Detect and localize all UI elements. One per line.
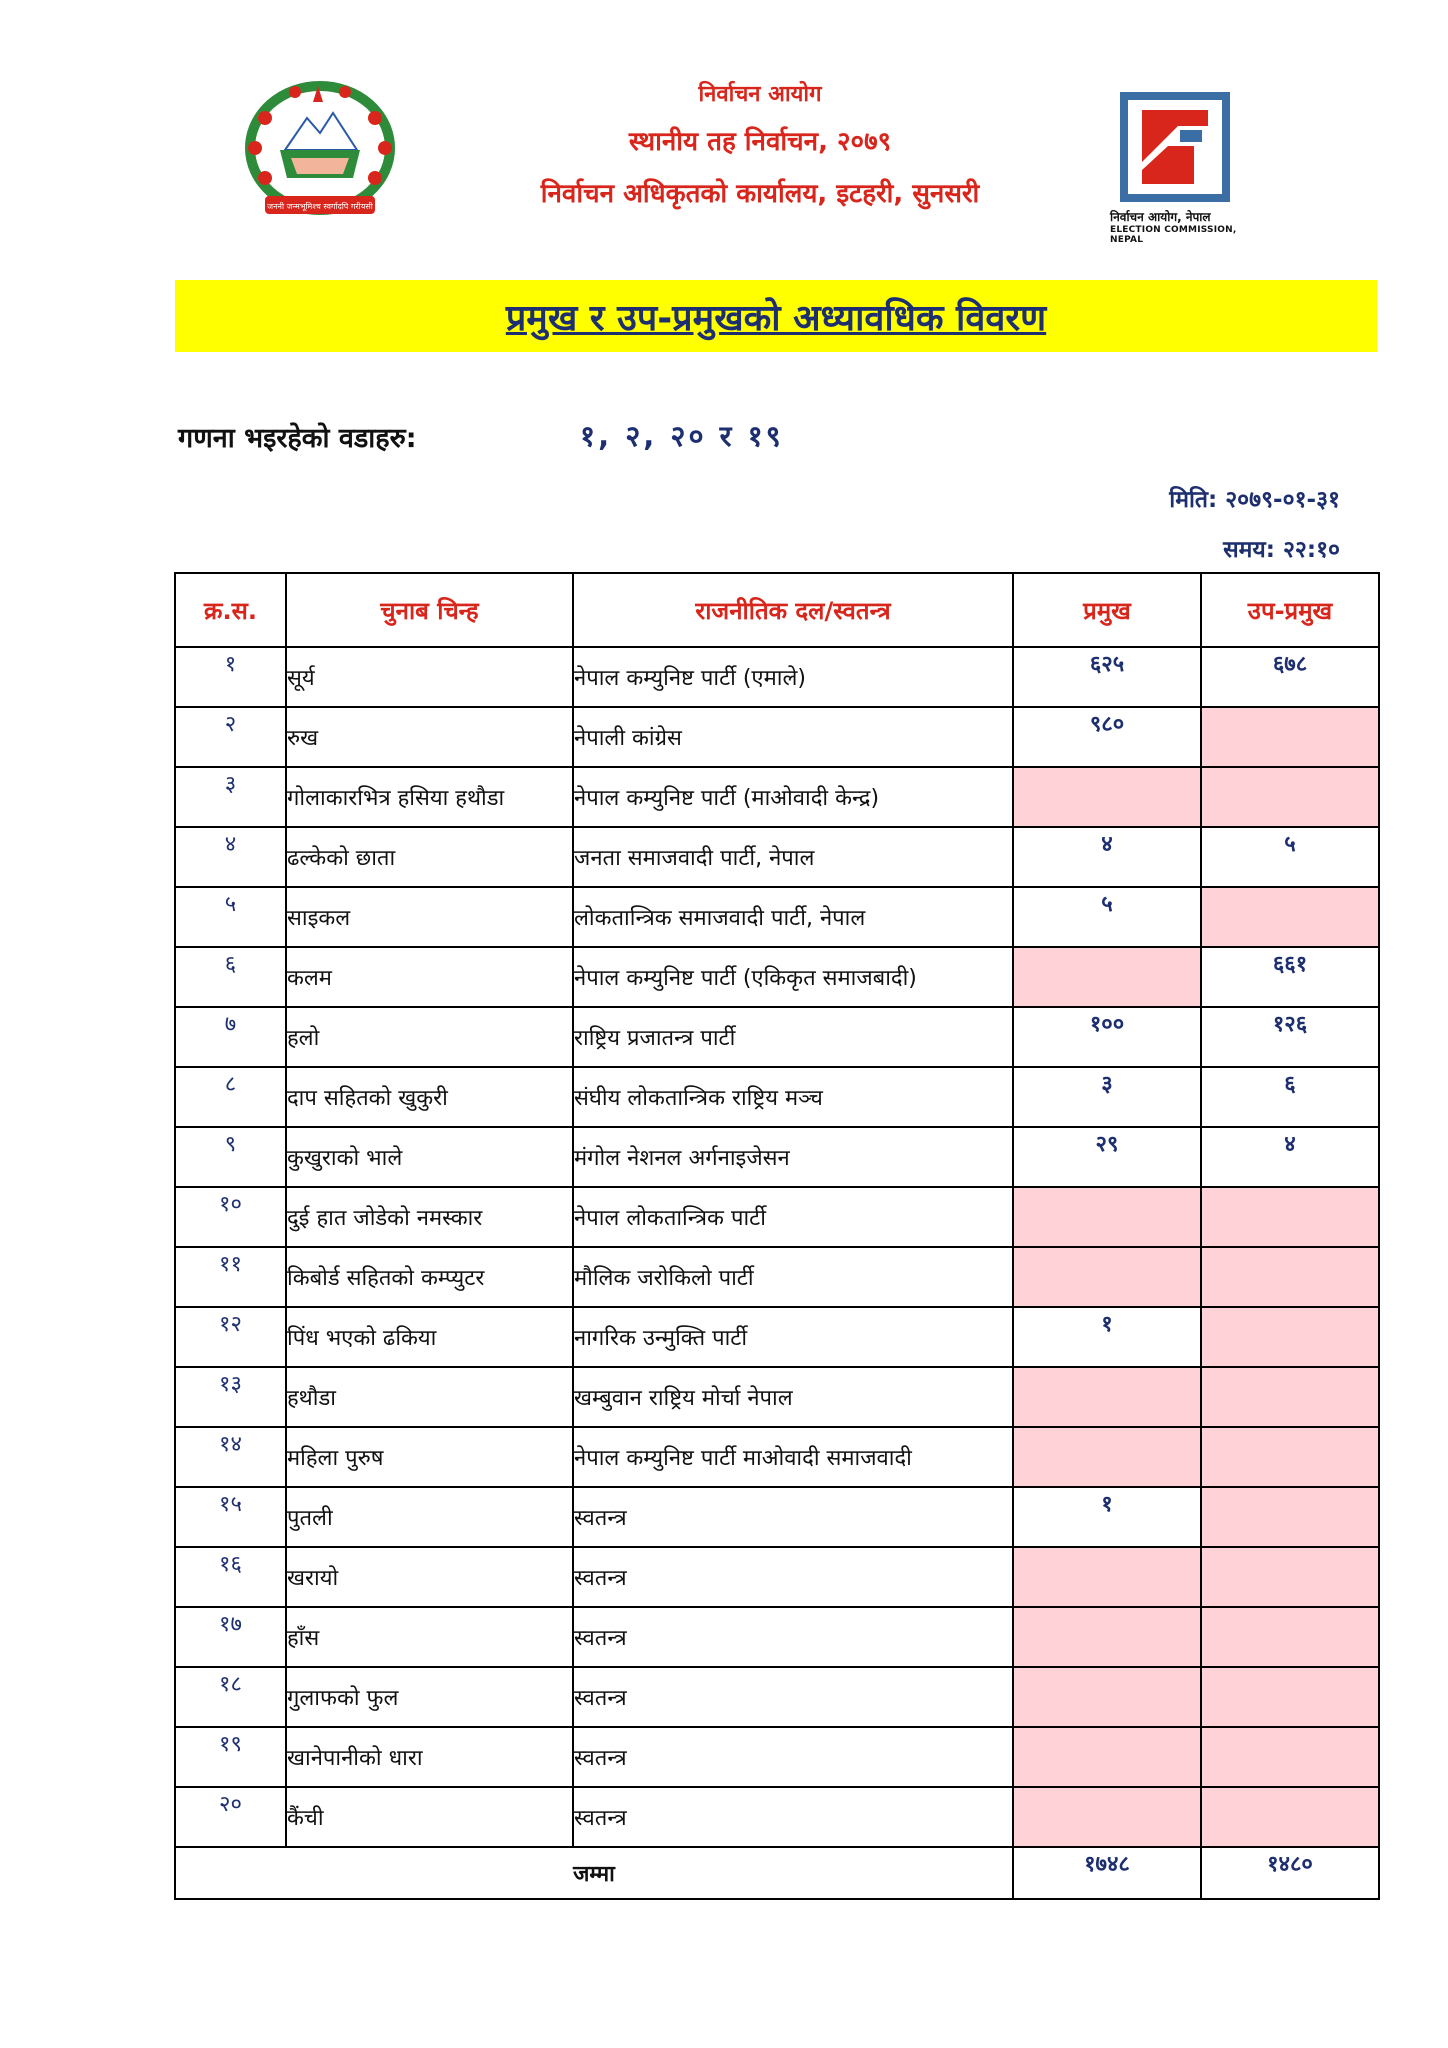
table-row [175,1307,1379,1367]
row-upapramukh-votes [1201,1247,1379,1307]
row-party: स्वतन्त्र [573,1607,1013,1667]
row-upapramukh-votes [1201,767,1379,827]
table-row [175,1067,1379,1127]
row-serial: १४ [175,1427,286,1487]
row-pramukh-votes [1013,1607,1201,1667]
row-party: नेपाल लोकतान्त्रिक पार्टी [573,1187,1013,1247]
total-pramukh: १७४८ [1013,1847,1201,1899]
counting-wards-value: १, २, २० र १९ [580,419,784,453]
row-serial: २० [175,1787,286,1847]
table-row [175,1667,1379,1727]
row-upapramukh-votes: १२६ [1201,1007,1379,1067]
table-row [175,1727,1379,1787]
row-symbol: हलो [286,1007,573,1067]
row-upapramukh-votes [1201,1787,1379,1847]
row-pramukh-votes: १०० [1013,1007,1201,1067]
row-upapramukh-votes: ५ [1201,827,1379,887]
table-row [175,1547,1379,1607]
row-serial: १३ [175,1367,286,1427]
row-pramukh-votes [1013,1727,1201,1787]
row-pramukh-votes [1013,1247,1201,1307]
row-serial: ३ [175,767,286,827]
ballot-box-icon [1120,92,1230,202]
table-row [175,1007,1379,1067]
row-upapramukh-votes [1201,1307,1379,1367]
office-name: निर्वाचन अधिकृतको कार्यालय, इटहरी, सुनसरी [540,179,980,209]
row-upapramukh-votes [1201,887,1379,947]
row-pramukh-votes [1013,1667,1201,1727]
title-banner [175,280,1377,352]
row-serial: ६ [175,947,286,1007]
row-party: मौलिक जरोकिलो पार्टी [573,1247,1013,1307]
emblem-caption: जननी जन्मभूमिश्च स्वर्गादपि गरीयसी [267,202,373,211]
ec-logo-text-nepali: निर्वाचन आयोग, नेपाल [1110,210,1211,224]
row-pramukh-votes [1013,1427,1201,1487]
row-symbol: दुई हात जोडेको नमस्कार [286,1187,573,1247]
row-pramukh-votes: ४ [1013,827,1201,887]
row-serial: ५ [175,887,286,947]
row-upapramukh-votes [1201,1667,1379,1727]
row-pramukh-votes: १ [1013,1487,1201,1547]
row-party: मंगोल नेशनल अर्गनाइजेसन [573,1127,1013,1187]
row-party: स्वतन्त्र [573,1727,1013,1787]
ec-logo-text-english: ELECTION COMMISSION, NEPAL [1110,225,1237,245]
row-pramukh-votes [1013,1787,1201,1847]
row-upapramukh-votes [1201,707,1379,767]
table-row [175,1187,1379,1247]
row-symbol: रुख [286,707,573,767]
table-row [175,1787,1379,1847]
table-row [175,1127,1379,1187]
results-table [174,572,1380,1900]
counting-wards-label: गणना भइरहेको वडाहरु: [178,423,417,454]
total-upapramukh: १४८० [1201,1847,1379,1899]
row-party: नेपाली कांग्रेस [573,707,1013,767]
row-serial: ४ [175,827,286,887]
row-upapramukh-votes [1201,1427,1379,1487]
row-upapramukh-votes [1201,1547,1379,1607]
row-serial: १८ [175,1667,286,1727]
row-symbol: खरायो [286,1547,573,1607]
row-serial: ९ [175,1127,286,1187]
table-row [175,647,1379,707]
row-symbol: ढल्केको छाता [286,827,573,887]
row-symbol: गुलाफको फुल [286,1667,573,1727]
total-label: जम्मा [175,1847,1013,1899]
row-party: स्वतन्त्र [573,1487,1013,1547]
row-symbol: दाप सहितको खुकुरी [286,1067,573,1127]
table-row [175,1487,1379,1547]
row-pramukh-votes: २९ [1013,1127,1201,1187]
results-body [175,647,1379,1847]
total-row [175,1847,1379,1899]
table-row [175,1607,1379,1667]
row-symbol: गोलाकारभित्र हसिया हथौडा [286,767,573,827]
row-party: लोकतान्त्रिक समाजवादी पार्टी, नेपाल [573,887,1013,947]
row-serial: १६ [175,1547,286,1607]
row-party: नेपाल कम्युनिष्ट पार्टी (एकिकृत समाजबादी) [573,947,1013,1007]
report-date: मिति: २०७९-०१-३१ [1169,487,1340,513]
row-party: नेपाल कम्युनिष्ट पार्टी (माओवादी केन्द्र) [573,767,1013,827]
row-pramukh-votes: ३ [1013,1067,1201,1127]
row-upapramukh-votes: ६६१ [1201,947,1379,1007]
election-name: स्थानीय तह निर्वाचन, २०७९ [628,127,892,157]
row-upapramukh-votes [1201,1187,1379,1247]
organization-name: निर्वाचन आयोग [698,82,822,107]
row-serial: १९ [175,1727,286,1787]
row-serial: १७ [175,1607,286,1667]
header-pramukh: प्रमुख [1013,573,1201,647]
row-upapramukh-votes [1201,1367,1379,1427]
row-serial: १५ [175,1487,286,1547]
row-symbol: साइकल [286,887,573,947]
row-party: खम्बुवान राष्ट्रिय मोर्चा नेपाल [573,1367,1013,1427]
row-upapramukh-votes [1201,1487,1379,1547]
row-serial: २ [175,707,286,767]
row-symbol: पुतली [286,1487,573,1547]
row-symbol: किबोर्ड सहितको कम्प्युटर [286,1247,573,1307]
row-symbol: सूर्य [286,647,573,707]
header-party: राजनीतिक दल/स्वतन्त्र [573,573,1013,647]
header-serial: क्र.स. [175,573,286,647]
row-serial: १ [175,647,286,707]
page-title: प्रमुख र उप-प्रमुखको अध्यावधिक विवरण [505,297,1047,339]
row-symbol: हाँस [286,1607,573,1667]
row-upapramukh-votes: ६ [1201,1067,1379,1127]
row-pramukh-votes [1013,767,1201,827]
report-time: समय: २२:१० [1223,537,1340,563]
row-symbol: खानेपानीको धारा [286,1727,573,1787]
row-serial: १० [175,1187,286,1247]
row-serial: ११ [175,1247,286,1307]
row-party: जनता समाजवादी पार्टी, नेपाल [573,827,1013,887]
row-symbol: पिंध भएको ढकिया [286,1307,573,1367]
row-party: राष्ट्रिय प्रजातन्त्र पार्टी [573,1007,1013,1067]
row-symbol: कुखुराको भाले [286,1127,573,1187]
row-pramukh-votes [1013,1547,1201,1607]
table-row [175,1367,1379,1427]
row-symbol: कलम [286,947,573,1007]
header-upapramukh: उप-प्रमुख [1201,573,1379,647]
row-pramukh-votes [1013,1367,1201,1427]
row-serial: ८ [175,1067,286,1127]
table-row [175,707,1379,767]
row-symbol: महिला पुरुष [286,1427,573,1487]
row-upapramukh-votes [1201,1727,1379,1787]
row-party: नेपाल कम्युनिष्ट पार्टी (एमाले) [573,647,1013,707]
row-pramukh-votes [1013,947,1201,1007]
table-header-row [175,573,1379,647]
table-row [175,1247,1379,1307]
row-party: नागरिक उन्मुक्ति पार्टी [573,1307,1013,1367]
table-row [175,827,1379,887]
row-pramukh-votes [1013,1187,1201,1247]
row-upapramukh-votes: ६७८ [1201,647,1379,707]
row-pramukh-votes: ६२५ [1013,647,1201,707]
row-pramukh-votes: ५ [1013,887,1201,947]
row-party: स्वतन्त्र [573,1547,1013,1607]
row-symbol: कैंची [286,1787,573,1847]
table-row [175,947,1379,1007]
election-commission-logo [1110,92,1240,245]
row-symbol: हथौडा [286,1367,573,1427]
table-row [175,887,1379,947]
row-party: संघीय लोकतान्त्रिक राष्ट्रिय मञ्च [573,1067,1013,1127]
row-serial: १२ [175,1307,286,1367]
table-row [175,767,1379,827]
row-upapramukh-votes: ४ [1201,1127,1379,1187]
row-party: स्वतन्त्र [573,1787,1013,1847]
row-pramukh-votes: ९८० [1013,707,1201,767]
row-party: नेपाल कम्युनिष्ट पार्टी माओवादी समाजवादी [573,1427,1013,1487]
row-pramukh-votes: १ [1013,1307,1201,1367]
nepal-emblem-icon [225,78,415,228]
row-party: स्वतन्त्र [573,1667,1013,1727]
header-symbol: चुनाब चिन्ह [286,573,573,647]
table-row [175,1427,1379,1487]
row-serial: ७ [175,1007,286,1067]
row-upapramukh-votes [1201,1607,1379,1667]
